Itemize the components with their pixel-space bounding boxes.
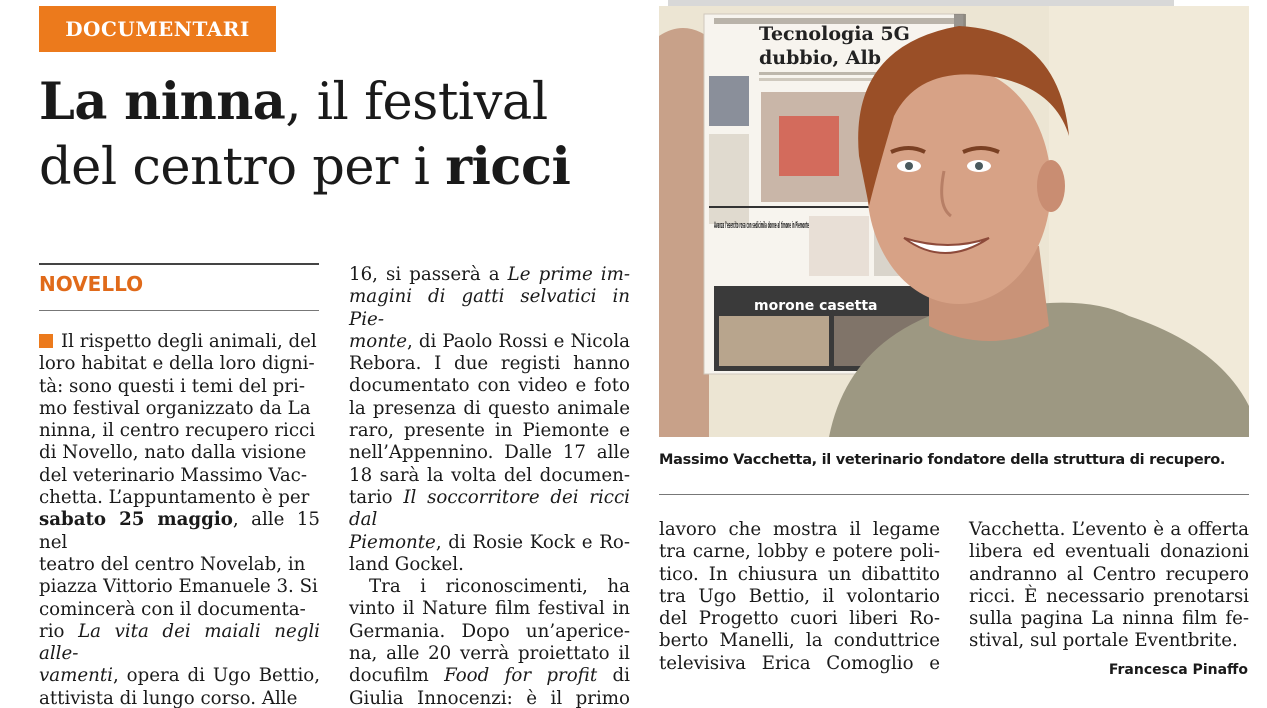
text-span: , di Rosie Kock e Ro- [435, 531, 630, 553]
bullet-square-icon [39, 334, 53, 348]
text-line: piazza Vittorio Emanuele 3. Si [39, 576, 318, 598]
text-line: na, alle 20 verrà proiettato il [349, 643, 630, 665]
text-line: tà: sono questi i temi del pri- [39, 375, 305, 397]
text-line: tra Ugo Bettio, il volontario [659, 585, 940, 607]
section-kicker: DOCUMENTARI [39, 6, 276, 52]
text-line [349, 286, 630, 331]
text-line: tico. In chiusura un dibattito [659, 563, 940, 585]
text-span: 16, si passerà a [349, 264, 508, 285]
text-line: Il rispetto degli animali, del [61, 331, 317, 352]
newspaper-headline: Tecnologia 5G [759, 23, 910, 45]
film-title: magini di gatti selvatici in Pie- [349, 286, 630, 330]
film-title: Il soccorritore dei ricci dal [349, 486, 630, 531]
newspaper-headline-2: dubbio, Alb [759, 47, 882, 69]
text-line: raro, presente in Piemonte e [349, 420, 630, 442]
headline [39, 70, 639, 200]
text-line: lavoro che mostra il legame [659, 519, 940, 540]
text-line: andranno al Centro recupero [969, 563, 1249, 585]
photo-illustration [659, 6, 1249, 437]
text-line: sabato 25 maggio, alle 15 nel [39, 509, 320, 553]
text-span: , opera di Ugo Bettio, [112, 665, 320, 687]
film-title: monte [349, 330, 407, 352]
film-title: Food for profit [444, 665, 598, 687]
text-line: del Progetto cuori liberi Ro- [659, 608, 940, 630]
text-span: docufilm [349, 665, 445, 687]
text-line: comincerà con il documenta- [39, 598, 306, 620]
film-title: Le prime im- [507, 264, 631, 285]
text-line: del veterinario Massimo Vac- [39, 464, 307, 486]
headline-rest-1: , il festival [285, 73, 548, 132]
text-span: alle 15 nel [39, 509, 320, 553]
text-line: Vacchetta. L’evento è a offerta [969, 519, 1249, 540]
text-line: documentato con video e foto [349, 375, 630, 397]
text-line: ricci. È necessario prenotarsi [969, 585, 1249, 607]
text-line: Tra i riconoscimenti, ha [369, 576, 630, 598]
text-line [349, 331, 630, 353]
film-title: Piemonte [349, 531, 436, 553]
photo-caption: Massimo Vacchetta, il veterinario fondatore della struttura di recupero. [659, 452, 1226, 468]
headline-bold-1: La ninna [39, 72, 286, 132]
text-line: Germania. Dopo un’aperice- [349, 620, 630, 642]
location-label: NOVELLO [39, 272, 144, 296]
text-line: la presenza di questo animale [349, 397, 630, 419]
text-line: di Novello, nato dalla visione [39, 442, 307, 464]
divider [39, 310, 319, 311]
text-line [39, 621, 320, 666]
text-line [349, 487, 630, 532]
article-column-1 [39, 331, 320, 708]
text-line: vinto il Nature film festival in [349, 598, 630, 620]
newspaper-subhead: Avanza l’esercito rosa con sedicimila donne al timone in Piemonte [714, 221, 810, 231]
text-line: land Gockel. [349, 553, 464, 575]
film-title: La vita dei maiali negli alle- [39, 620, 320, 665]
text-line: tra carne, lobby e potere poli- [659, 541, 940, 563]
text-line: sulla pagina La ninna film fe- [969, 608, 1249, 630]
text-span: tario [349, 486, 404, 508]
divider [39, 263, 319, 265]
text-line: loro habitat e della loro digni- [39, 353, 315, 375]
text-line: Rebora. I due registi hanno [349, 353, 630, 375]
text-line: ninna, il centro recupero ricci [39, 420, 316, 442]
article-column-3 [659, 519, 940, 675]
headline-bold-2: ricci [445, 137, 571, 197]
text-line: televisiva Erica Comoglio e [659, 652, 940, 674]
portrait-photo [659, 6, 1249, 437]
article-column-4 [969, 519, 1249, 653]
text-line: mo festival organizzato da La [39, 397, 311, 419]
text-line: chetta. L’appuntamento è per [39, 487, 310, 509]
text-line: libera ed eventuali donazioni [969, 541, 1249, 563]
text-line: teatro del centro Novelab, in [39, 553, 306, 575]
text-line: Giulia Innocenzi: è il primo [349, 687, 630, 708]
text-span: , di Paolo Rossi e Nicola [406, 330, 630, 352]
event-date: sabato 25 maggio [39, 509, 233, 531]
headline-rest-2: del centro per i [39, 138, 446, 197]
text-line [39, 665, 320, 687]
text-span: di [597, 665, 630, 687]
author-byline: Francesca Pinaffo [1108, 662, 1248, 678]
text-line [349, 532, 630, 554]
newspaper-ad: morone casetta [754, 298, 878, 314]
text-span: rio [39, 620, 79, 642]
text-line: nell’Appennino. Dalle 17 alle [349, 442, 630, 464]
text-line: attivista di lungo corso. Alle [39, 687, 298, 708]
text-line: berto Manelli, la conduttrice [659, 630, 940, 652]
divider [659, 494, 1249, 495]
text-line [349, 665, 630, 687]
text-line: stival, sul portale Eventbrite. [969, 630, 1238, 652]
text-line: 18 sarà la volta del documen- [349, 464, 630, 486]
text-line [349, 264, 630, 286]
film-title: vamenti [39, 665, 113, 687]
article-column-2 [349, 264, 630, 708]
